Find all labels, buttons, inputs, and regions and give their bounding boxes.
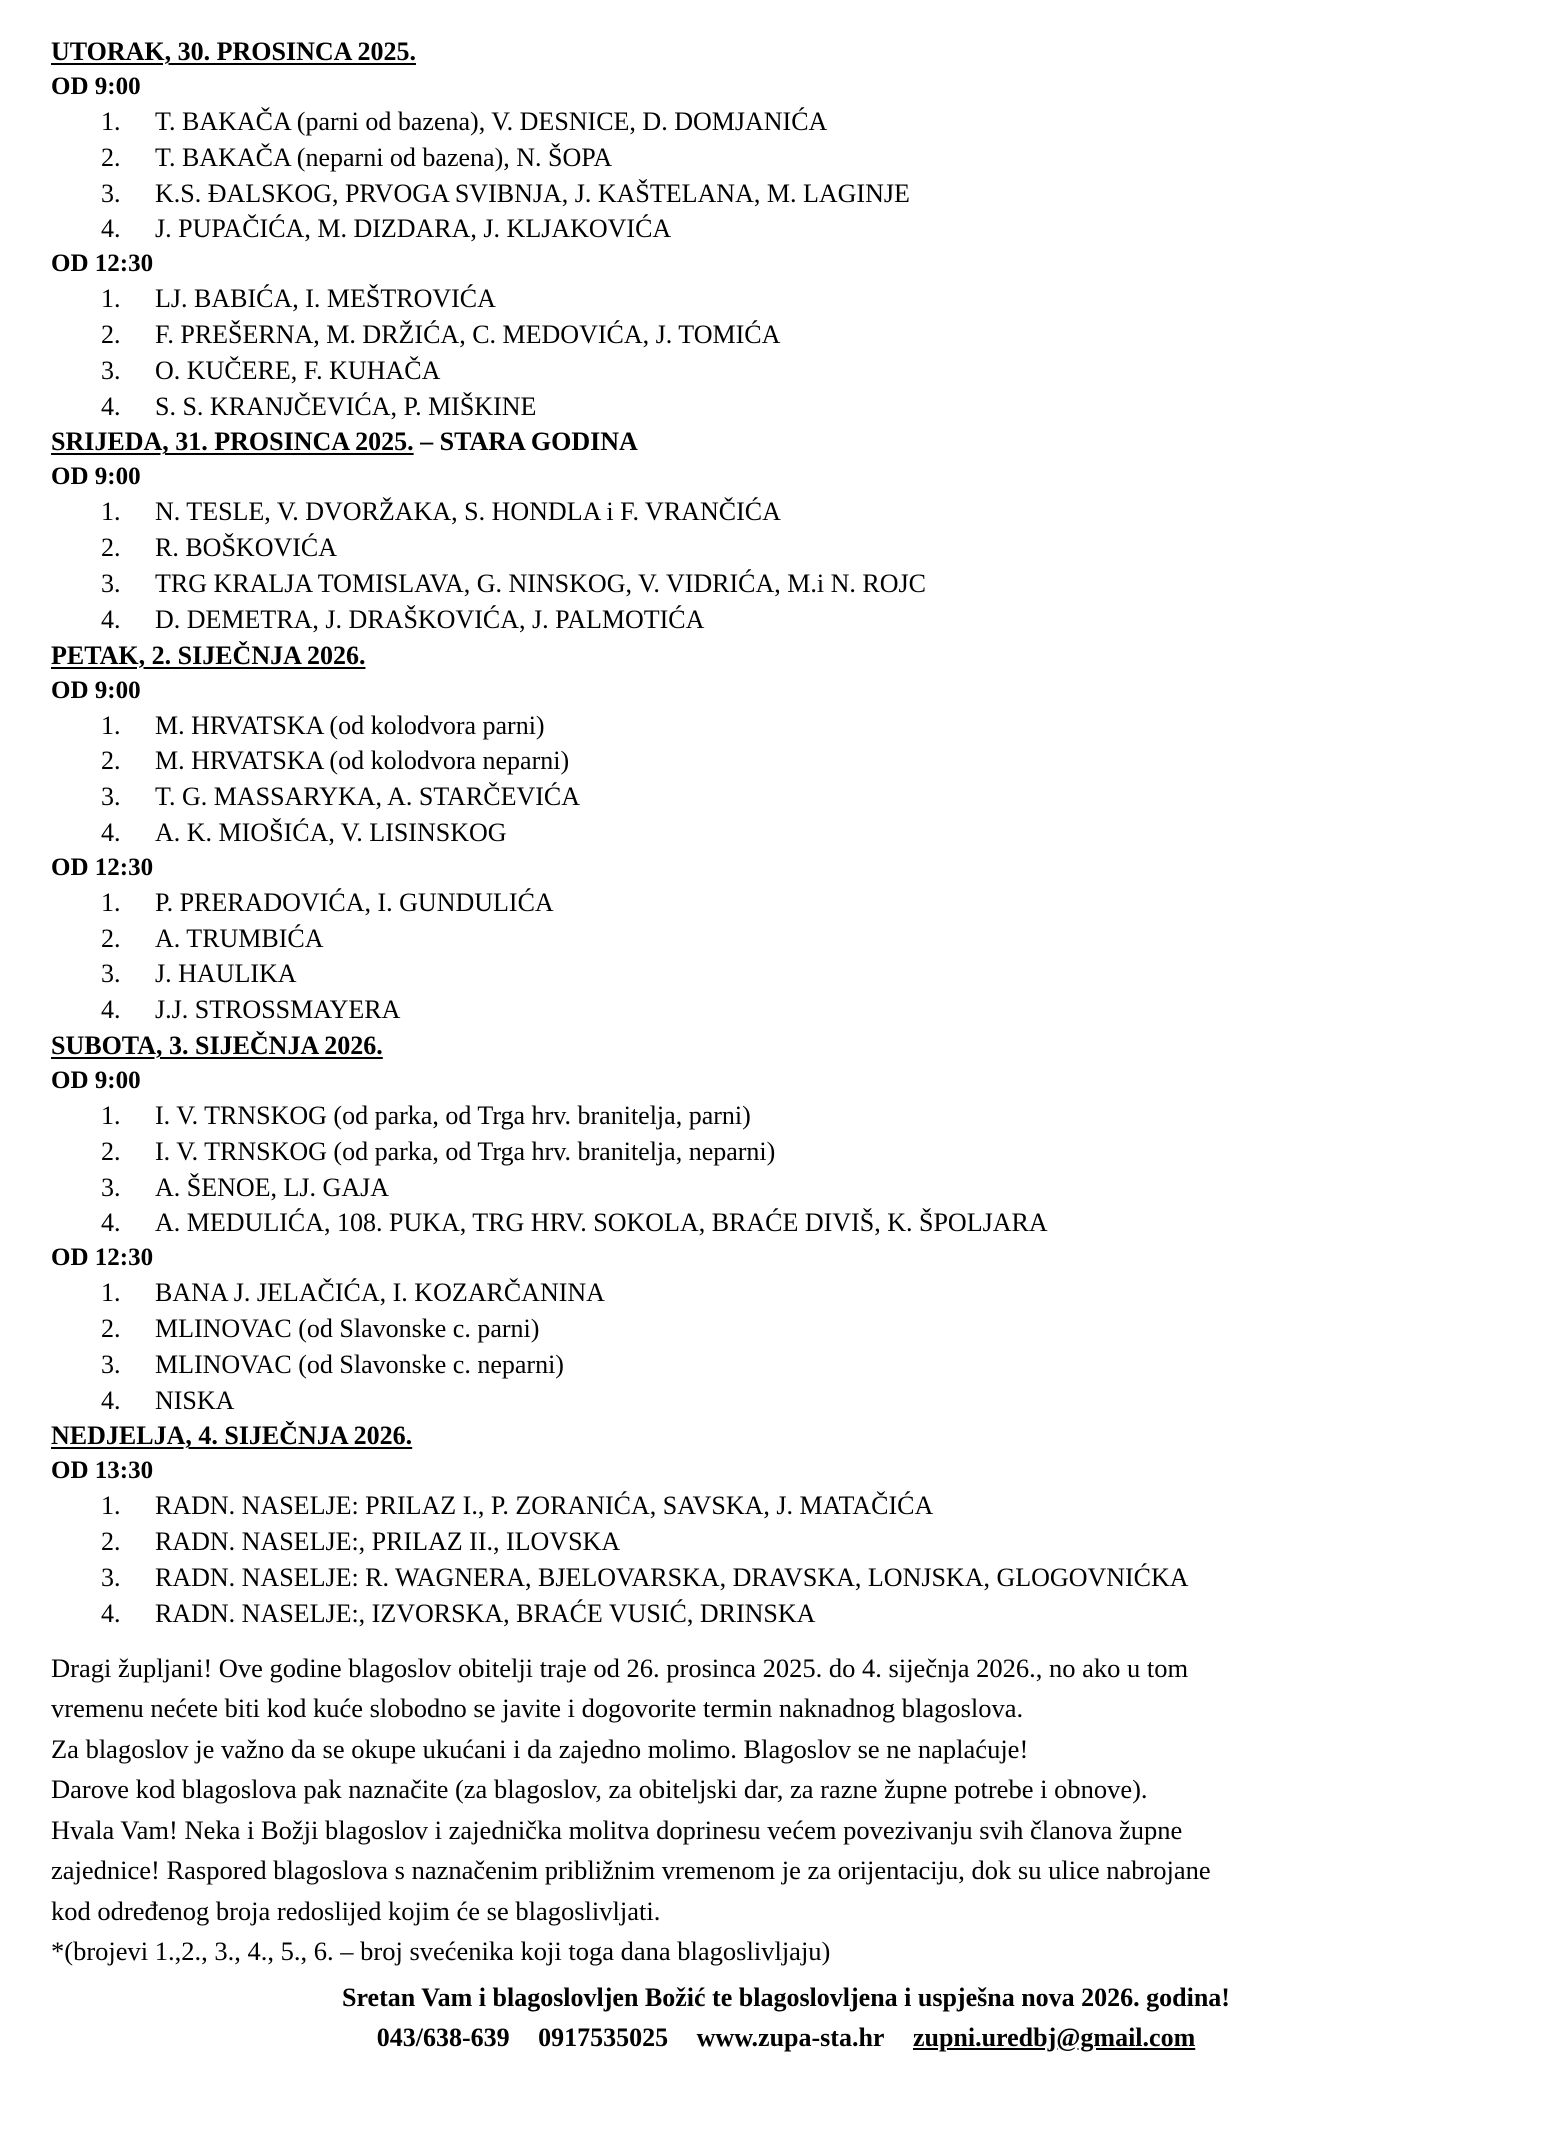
item-number: 4. [101, 391, 121, 421]
street-names: S. S. KRANJČEVIĆA, P. MIŠKINE [155, 391, 537, 421]
day-heading [51, 638, 1521, 674]
list-item [51, 140, 1521, 176]
list-item [51, 1488, 1521, 1524]
item-number: 2. [101, 746, 121, 776]
phone-number: 043/638-639 [376, 2022, 510, 2052]
list-item [51, 602, 1521, 638]
item-number: 1. [101, 1100, 121, 1130]
item-number: 4. [101, 1385, 121, 1415]
time-slot-label: OD 9:00 [51, 1066, 141, 1094]
street-names: RADN. NASELJE:, PRILAZ II., ILOVSKA [155, 1527, 621, 1557]
street-names: J.J. STROSSMAYERA [155, 995, 401, 1025]
list-item [51, 566, 1521, 602]
street-list [51, 104, 1521, 247]
street-list [51, 1275, 1521, 1418]
item-number: 2. [101, 319, 121, 349]
item-number: 1. [101, 284, 121, 314]
day-date: NEDJELJA, 4. SIJEČNJA 2026. [51, 1421, 413, 1451]
item-number: 1. [101, 107, 121, 136]
street-names: A. MEDULIĆA, 108. PUKA, TRG HRV. SOKOLA, BRAĆE DIVIŠ, K. ŠPOLJARA [155, 1208, 1048, 1238]
item-number: 3. [101, 355, 121, 385]
item-number: 2. [101, 142, 121, 172]
time-slot-label: OD 12:30 [51, 250, 154, 278]
item-number: 2. [101, 1313, 121, 1343]
closing-greeting: Sretan Vam i blagoslovljen Božić te blagoslovljena i uspješna nova 2026. godina! [342, 1982, 1230, 2012]
list-item [51, 1347, 1521, 1383]
street-names: T. G. MASSARYKA, A. STARČEVIĆA [155, 782, 581, 812]
street-list [51, 1098, 1521, 1241]
document-page [51, 34, 1521, 2058]
street-names: A. TRUMBIĆA [155, 923, 324, 953]
list-item [51, 1383, 1521, 1419]
item-number: 1. [101, 1491, 121, 1521]
street-names: M. HRVATSKA (od kolodvora parni) [155, 710, 545, 740]
notes-line: Dragi župljani! Ove godine blagoslov obitelji traje od 26. prosinca 2025. do 4. siječnja 2026., no ako u tom [51, 1652, 1189, 1683]
list-item [51, 494, 1521, 530]
street-list [51, 494, 1521, 637]
time-slot-label: OD 12:30 [51, 853, 154, 881]
item-number: 1. [101, 1278, 121, 1308]
item-number: 1. [101, 497, 121, 527]
item-number: 4. [101, 1598, 121, 1628]
street-names: BANA J. JELAČIĆA, I. KOZARČANINA [155, 1278, 605, 1308]
day-date: SUBOTA, 3. SIJEČNJA 2026. [51, 1030, 383, 1060]
list-item [51, 353, 1521, 389]
street-list [51, 281, 1521, 424]
time-slot-label: OD 9:00 [51, 73, 141, 100]
street-names: TRG KRALJA TOMISLAVA, G. NINSKOG, V. VIDRIĆA, M.i N. ROJC [155, 568, 926, 598]
item-number: 4. [101, 214, 121, 244]
street-names: T. BAKAČA (parni od bazena), V. DESNICE, D. DOMJANIĆA [155, 107, 828, 136]
street-names: I. V. TRNSKOG (od parka, od Trga hrv. branitelja, parni) [155, 1100, 751, 1130]
list-item [51, 389, 1521, 425]
list-item [51, 281, 1521, 317]
list-item [51, 317, 1521, 353]
list-item [51, 885, 1521, 921]
street-names: K.S. ĐALSKOG, PRVOGA SVIBNJA, J. KAŠTELANA, M. LAGINJE [155, 178, 910, 208]
day-heading [51, 1418, 1521, 1454]
street-names: RADN. NASELJE:, IZVORSKA, BRAĆE VUSIĆ, DRINSKA [155, 1598, 816, 1628]
notes-line: kod određenog broja redoslijed kojim će se blagoslivljati. [51, 1895, 661, 1926]
street-names: O. KUČERE, F. KUHAČA [155, 355, 441, 385]
item-number: 3. [101, 782, 121, 812]
street-names: F. PREŠERNA, M. DRŽIĆA, C. MEDOVIĆA, J. TOMIĆA [155, 319, 781, 349]
list-item [51, 1170, 1521, 1206]
list-item [51, 992, 1521, 1028]
street-names: R. BOŠKOVIĆA [155, 533, 338, 563]
time-slot-label: OD 13:30 [51, 1457, 154, 1485]
list-item [51, 743, 1521, 779]
street-names: M. HRVATSKA (od kolodvora neparni) [155, 746, 570, 776]
item-number: 4. [101, 604, 121, 634]
item-number: 3. [101, 178, 121, 208]
street-names: RADN. NASELJE: PRILAZ I., P. ZORANIĆA, SAVSKA, J. MATAČIĆA [155, 1491, 934, 1521]
list-item [51, 956, 1521, 992]
list-item [51, 1560, 1521, 1596]
item-number: 2. [101, 533, 121, 563]
street-list [51, 708, 1521, 851]
street-list [51, 885, 1521, 1028]
street-names: RADN. NASELJE: R. WAGNERA, BJELOVARSKA, DRAVSKA, LONJSKA, GLOGOVNIĆKA [155, 1562, 1189, 1592]
street-names: LJ. BABIĆA, I. MEŠTROVIĆA [155, 284, 496, 314]
item-number: 4. [101, 817, 121, 847]
list-item [51, 1275, 1521, 1311]
item-number: 4. [101, 995, 121, 1025]
list-item [51, 1098, 1521, 1134]
time-slot-label: OD 9:00 [51, 676, 141, 704]
day-note: – STARA GODINA [413, 427, 638, 457]
list-item [51, 1596, 1521, 1632]
day-heading [51, 424, 1521, 460]
street-names: N. TESLE, V. DVORŽAKA, S. HONDLA i F. VRANČIĆA [155, 497, 781, 527]
street-names: J. PUPAČIĆA, M. DIZDARA, J. KLJAKOVIĆA [155, 214, 672, 244]
time-slot-label: OD 12:30 [51, 1244, 154, 1272]
notes-section [51, 1648, 1521, 1972]
street-names: J. HAULIKA [155, 959, 297, 989]
street-names: A. K. MIOŠIĆA, V. LISINSKOG [155, 817, 507, 847]
list-item [51, 1524, 1521, 1560]
notes-line: vremenu nećete biti kod kuće slobodno se javite i dogovorite termin naknadnog blagoslova. [51, 1693, 1024, 1723]
item-number: 3. [101, 1562, 121, 1592]
item-number: 3. [101, 959, 121, 989]
item-number: 2. [101, 923, 121, 953]
day-heading [51, 34, 1521, 70]
list-item [51, 530, 1521, 566]
list-item [51, 815, 1521, 851]
list-item [51, 1134, 1521, 1170]
blessing-schedule [51, 34, 1521, 1632]
street-names: MLINOVAC (od Slavonske c. parni) [155, 1313, 540, 1343]
item-number: 3. [101, 1172, 121, 1202]
list-item [51, 104, 1521, 140]
street-names: NISKA [155, 1385, 235, 1415]
list-item [51, 211, 1521, 247]
item-number: 1. [101, 887, 121, 917]
notes-line: zajednice! Raspored blagoslova s naznačenim približnim vremenom je za orijentaciju, dok su ulice nabrojane [51, 1855, 1211, 1885]
street-list [51, 1488, 1521, 1631]
list-item [51, 176, 1521, 212]
list-item [51, 1205, 1521, 1241]
item-number: 4. [101, 1208, 121, 1238]
notes-line: *(brojevi 1.,2., 3., 4., 5., 6. – broj svećenika koji toga dana blagoslivljaju) [51, 1936, 831, 1966]
item-number: 1. [101, 710, 121, 740]
list-item [51, 921, 1521, 957]
item-number: 2. [101, 1527, 121, 1557]
list-item [51, 708, 1521, 744]
street-names: MLINOVAC (od Slavonske c. neparni) [155, 1349, 564, 1379]
street-names: D. DEMETRA, J. DRAŠKOVIĆA, J. PALMOTIĆA [155, 604, 705, 634]
street-names: P. PRERADOVIĆA, I. GUNDULIĆA [155, 887, 554, 917]
street-names: A. ŠENOE, LJ. GAJA [155, 1172, 389, 1202]
mobile-number: 0917535025 [538, 2022, 669, 2052]
day-heading [51, 1028, 1521, 1064]
item-number: 3. [101, 1349, 121, 1379]
notes-line: Darove kod blagoslova pak naznačite (za blagoslov, za obiteljski dar, za razne župne potrebe i obnove). [51, 1774, 1148, 1804]
time-slot-label: OD 9:00 [51, 463, 141, 491]
list-item [51, 1311, 1521, 1347]
day-date: SRIJEDA, 31. PROSINCA 2025. [51, 427, 414, 457]
website-link[interactable]: www.zupa-sta.hr [696, 2022, 885, 2052]
notes-line: Za blagoslov je važno da se okupe ukućani i da zajedno molimo. Blagoslov se ne naplaćuje! [51, 1733, 1029, 1764]
day-date: PETAK, 2. SIJEČNJA 2026. [51, 640, 366, 670]
street-names: T. BAKAČA (neparni od bazena), N. ŠOPA [155, 142, 613, 172]
item-number: 2. [101, 1136, 121, 1166]
day-date: UTORAK, 30. PROSINCA 2025. [51, 37, 417, 66]
email-link[interactable]: zupni.uredbj@gmail.com [912, 2022, 1196, 2052]
contact-line [51, 2018, 1521, 2058]
list-item [51, 779, 1521, 815]
item-number: 3. [101, 568, 121, 598]
street-names: I. V. TRNSKOG (od parka, od Trga hrv. branitelja, neparni) [155, 1136, 776, 1166]
notes-line: Hvala Vam! Neka i Božji blagoslov i zajednička molitva doprinesu većem povezivanju svih članova župne [51, 1814, 1183, 1845]
